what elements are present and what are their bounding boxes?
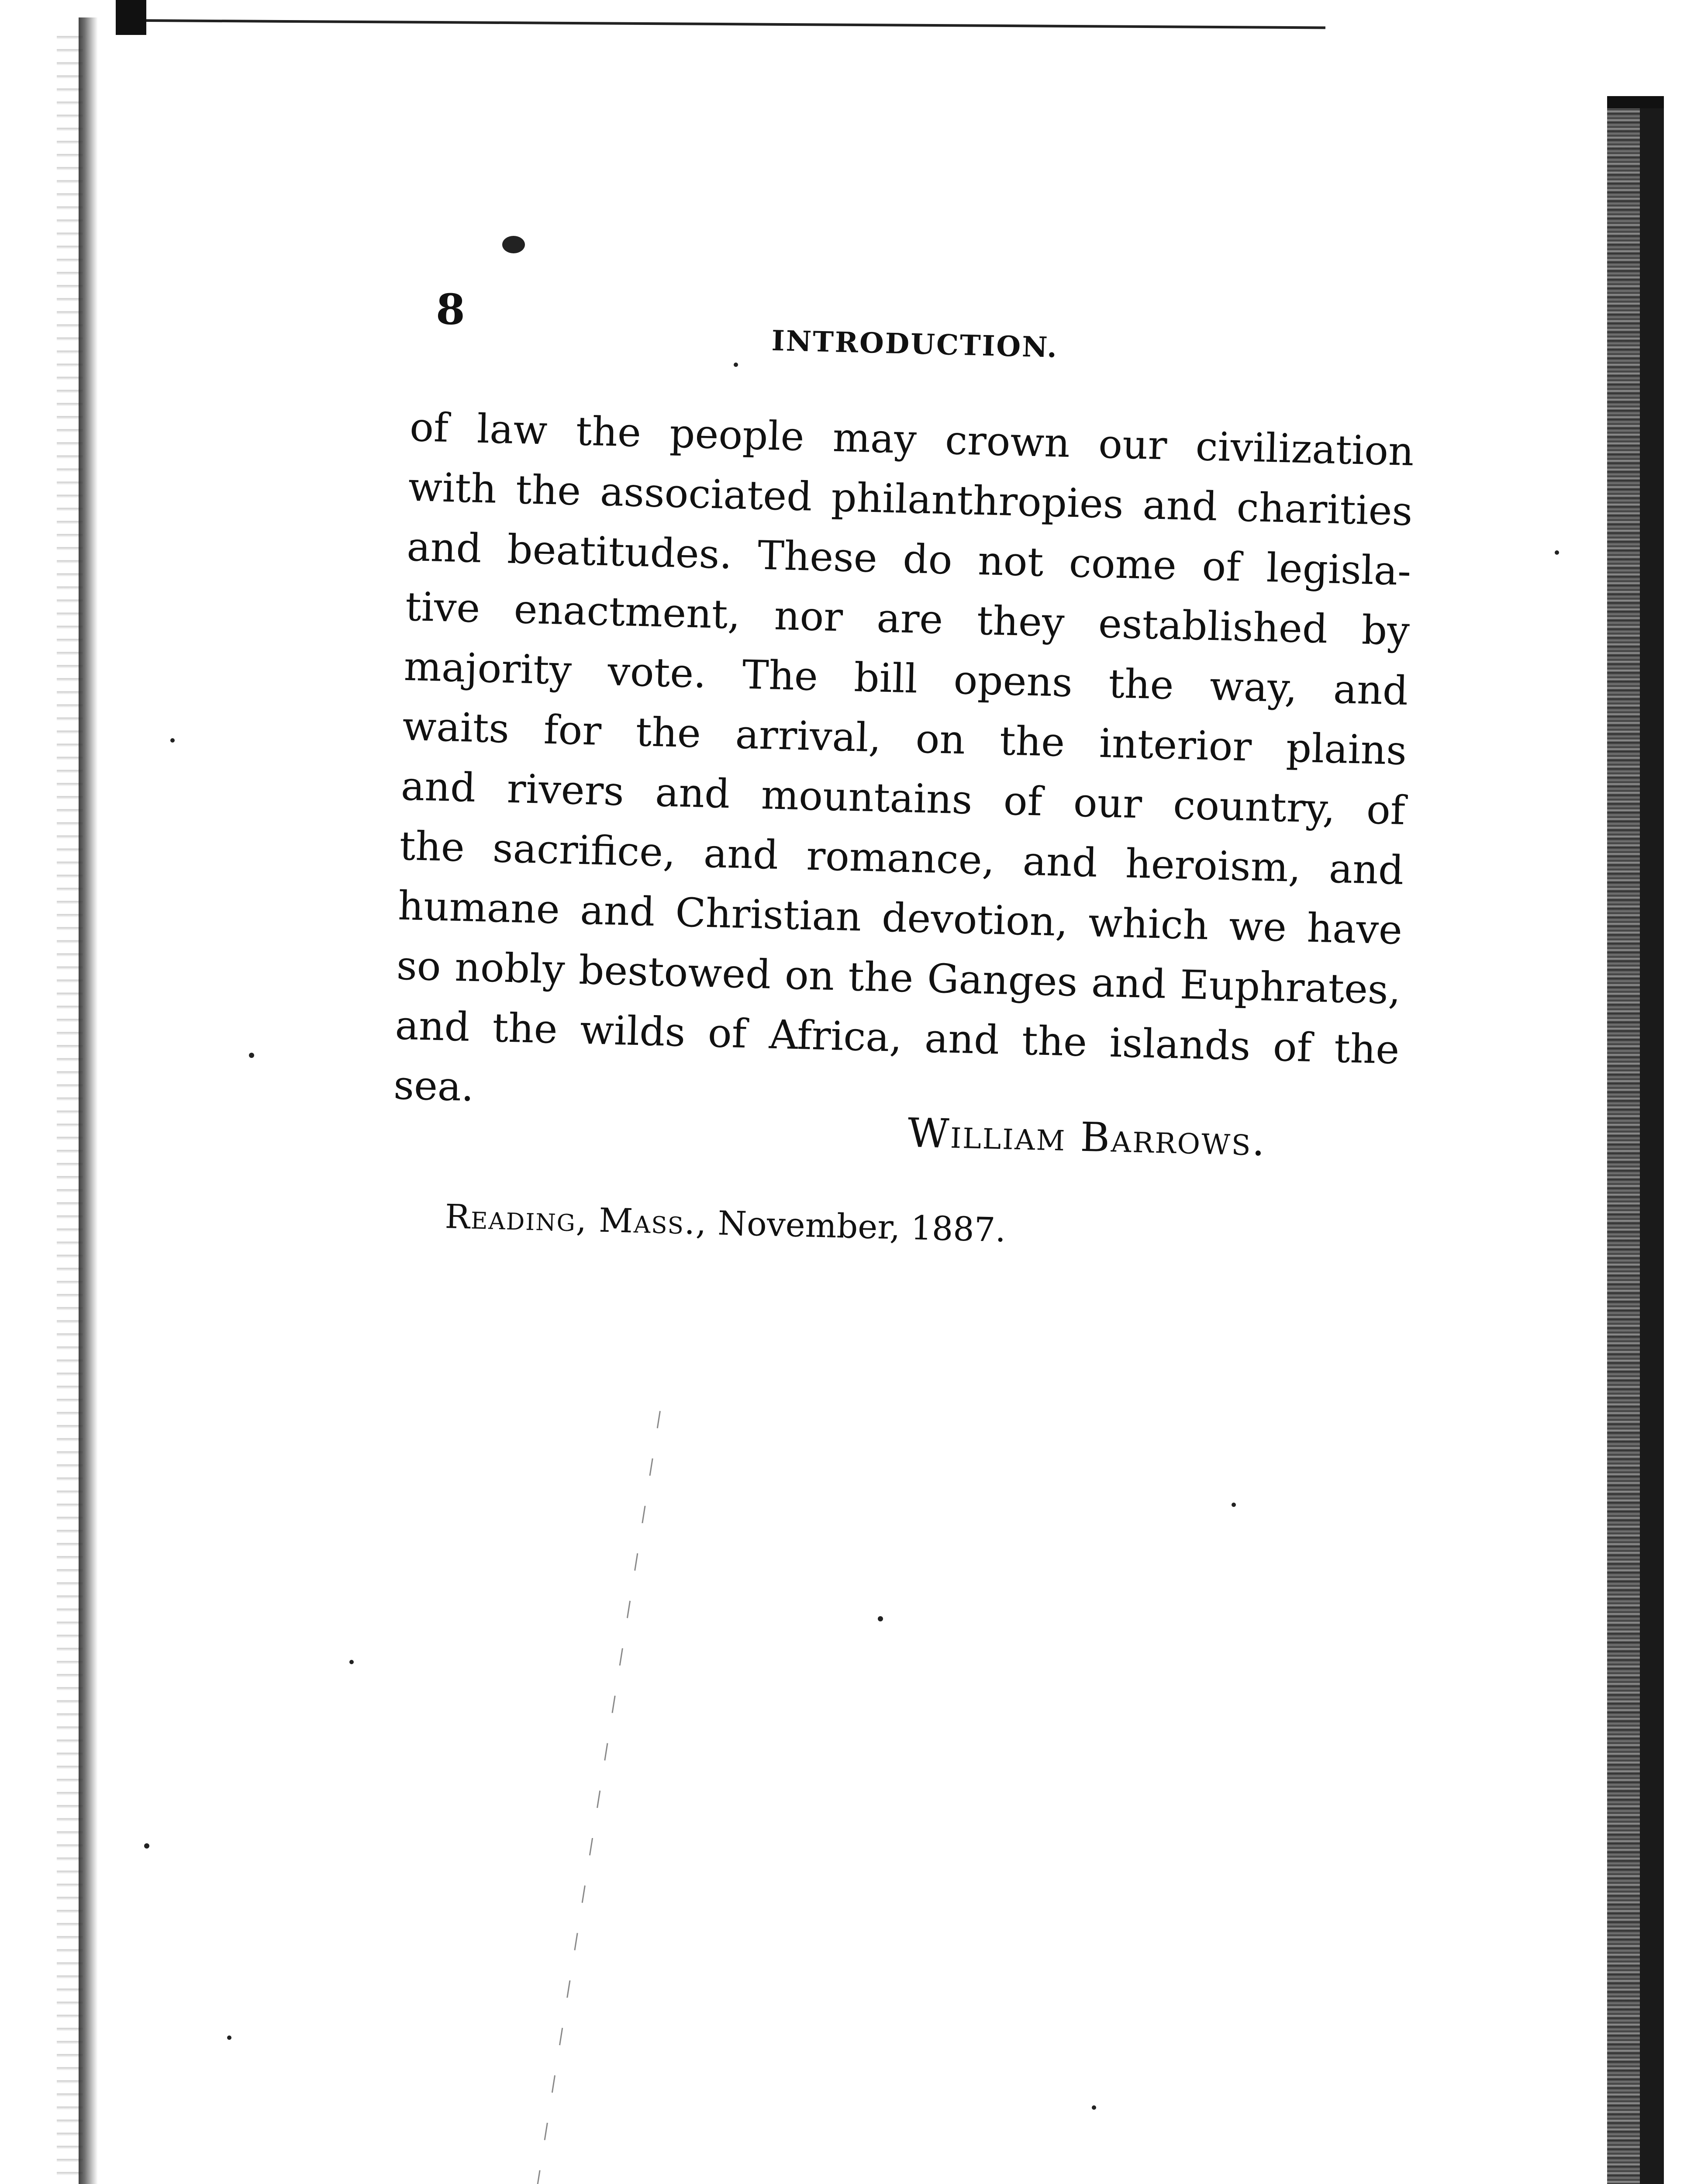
binding-shadow-left: [79, 17, 98, 2184]
text-line: sea.: [393, 1062, 475, 1111]
text-line: the sacrifice, and romance, and heroism, and: [399, 823, 1404, 894]
dateline: [445, 1197, 1006, 1249]
page-edge-right-shadow: [1640, 96, 1664, 2184]
scan-corner-mark: [116, 0, 146, 35]
speck: [878, 1616, 883, 1621]
running-head: [435, 280, 1441, 364]
dateline-date: November, 1887.: [717, 1203, 1007, 1250]
body-paragraph: [393, 397, 1423, 1140]
speck: [349, 1660, 354, 1664]
text-line: and the wilds of Africa, and the islands of the: [394, 1002, 1400, 1073]
running-title: INTRODUCTION.: [771, 324, 1059, 364]
text-line: waits for the arrival, on the interior plains: [402, 703, 1408, 774]
text-line: so nobly bestowed on the Ganges and Euphrates,: [396, 943, 1401, 1013]
speck: [170, 738, 175, 743]
text-line: of law the people may crown our civilization: [409, 404, 1415, 475]
text-line: and rivers and mountains of our country, of: [400, 763, 1406, 834]
top-edge-line: [146, 19, 1325, 29]
paper-crease: [519, 1411, 661, 2184]
author-signature: William Barrows.: [907, 1109, 1267, 1165]
speck: [1555, 550, 1559, 555]
text-line: tive enactment, nor are they established by: [405, 584, 1410, 655]
dateline-place: Reading, Mass.,: [444, 1197, 708, 1242]
speck: [249, 1053, 254, 1058]
text-line: humane and Christian devotion, which we have: [397, 883, 1403, 954]
speck: [1092, 2105, 1096, 2110]
page-edge-right-top: [1607, 96, 1664, 108]
speck: [734, 363, 738, 367]
text-line: majority vote. The bill opens the way, and: [403, 643, 1409, 714]
text-line: and beatitudes. These do not come of legisla-: [406, 524, 1412, 595]
page-number: 8: [435, 284, 466, 335]
ink-blot: [502, 236, 525, 253]
speck: [1232, 1503, 1236, 1507]
text-line: with the associated philanthropies and charities: [407, 464, 1413, 535]
speck: [227, 2035, 231, 2040]
speck: [144, 1843, 149, 1849]
